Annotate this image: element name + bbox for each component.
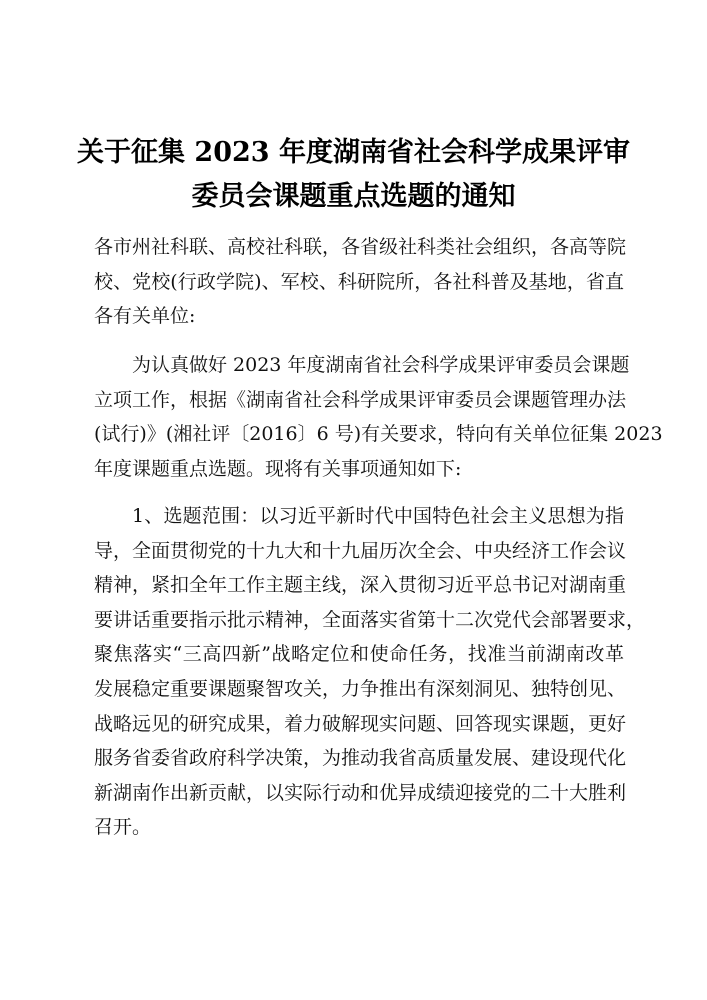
document-title (0, 131, 707, 219)
paragraph-line: 1、选题范围：以习近平新时代中国特色社会主义思想为指 (132, 505, 624, 527)
paragraph-topic-scope (94, 499, 646, 845)
addressee-line-3: 各有关单位: (94, 305, 196, 328)
paragraph-line: 精神，紧扣全年工作主题主线，深入贯彻习近平总书记对湖南重 (94, 574, 627, 597)
paragraph-line: (试行)》(湘社评〔2016〕6 号)有关要求，特向有关单位征集 2023 (94, 423, 663, 446)
paragraph-line: 战略远见的研究成果，着力破解现实问题、回答现实课题，更好 (94, 712, 627, 735)
paragraph-line: 为认真做好 2023 年度湖南省社会科学成果评审委员会课题 (132, 354, 630, 376)
paragraph-line: 召开。 (94, 816, 152, 839)
paragraph-line: 服务省委省政府科学决策，为推动我省高质量发展、建设现代化 (94, 747, 627, 770)
paragraph-line: 立项工作，根据《湖南省社会科学成果评审委员会课题管理办法 (94, 388, 627, 411)
paragraph-line: 要讲话重要指示批示精神，全面落实省第十二次党代会部署要求， (94, 608, 646, 631)
title-line-1: 关于征集 2023 年度湖南省社会科学成果评审 (77, 137, 630, 168)
title-line-2: 委员会课题重点选题的通知 (191, 181, 516, 212)
paragraph-line: 年度课题重点选题。现将有关事项通知如下: (94, 457, 462, 480)
paragraph-intro (94, 348, 663, 486)
paragraph-line: 新湖南作出新贡献，以实际行动和优异成绩迎接党的二十大胜利 (94, 781, 627, 804)
paragraph-line: 聚焦落实“三高四新”战略定位和使命任务，找准当前湖南改革 (94, 643, 624, 666)
addressee-block (94, 230, 627, 334)
addressee-line-2: 校、党校(行政学院)、军校、科研院所，各社科普及基地，省直 (94, 270, 624, 293)
addressee-line-1: 各市州社科联、高校社科联，各省级社科类社会组织，各高等院 (94, 236, 627, 258)
paragraph-line: 导，全面贯彻党的十九大和十九届历次全会、中央经济工作会议 (94, 539, 627, 562)
paragraph-line: 发展稳定重要课题聚智攻关，力争推出有深刻洞见、独特创见、 (94, 677, 627, 700)
